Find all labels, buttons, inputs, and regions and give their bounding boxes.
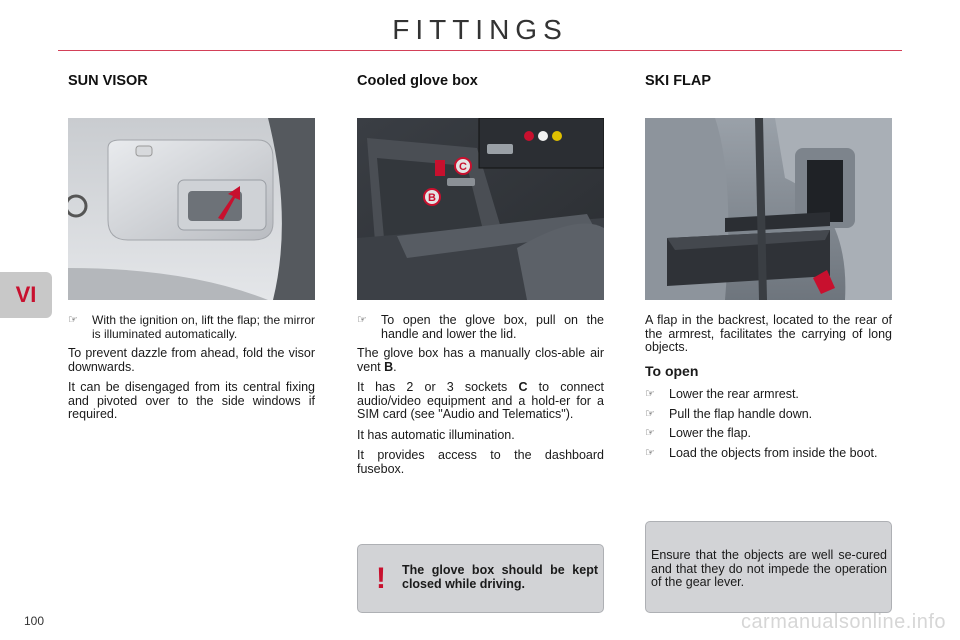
- glove-box-bullet: To open the glove box, pull on the handle and lower the lid.: [381, 313, 604, 341]
- ski-flap-step: Lower the flap.: [669, 426, 751, 440]
- ski-flap-photo: [645, 118, 892, 300]
- warning-icon: !: [376, 562, 386, 596]
- glove-box-text: [357, 314, 604, 483]
- pointing-hand-icon: ☞: [68, 314, 78, 326]
- glove-box-vent-end: .: [393, 359, 397, 374]
- callout-b: B: [428, 192, 436, 204]
- pointing-hand-icon: ☞: [645, 407, 655, 420]
- list-item: [645, 427, 892, 441]
- list-item: [645, 388, 892, 402]
- vent-label: B: [384, 359, 394, 374]
- sun-visor-text: [68, 314, 315, 429]
- sockets-label: C: [518, 380, 528, 394]
- pointing-hand-icon: ☞: [645, 446, 655, 459]
- ski-flap-heading: SKI FLAP: [645, 73, 712, 89]
- ski-flap-intro: A flap in the backrest, located to the rear of the armrest, facilitates the carrying of long objects.: [645, 313, 892, 354]
- pointing-hand-icon: ☞: [357, 314, 367, 326]
- sun-visor-bullet: With the ignition on, lift the flap; the mirror is illuminated automatically.: [92, 313, 315, 341]
- chapter-tab-label: VI: [15, 282, 37, 307]
- glove-box-sockets-end: to connect audio/video equipment and a hold-er for a SIM card (see "Audio and Telematics").: [357, 380, 604, 421]
- list-item: [645, 447, 892, 461]
- list-item: [357, 314, 604, 341]
- chapter-tab: [0, 272, 52, 318]
- glove-box-paragraph: It provides access to the dashboard fusebox.: [357, 448, 604, 476]
- list-item: [68, 314, 315, 341]
- glove-box-heading: Cooled glove box: [357, 73, 478, 89]
- sun-visor-photo: [68, 118, 315, 300]
- ski-flap-step: Lower the rear armrest.: [669, 387, 799, 401]
- ski-flap-text: [645, 314, 892, 466]
- pointing-hand-icon: ☞: [645, 388, 655, 400]
- sun-visor-heading: SUN VISOR: [68, 73, 148, 89]
- ski-flap-step: Pull the flap handle down.: [669, 406, 813, 421]
- glove-box-sockets-text: It has 2 or 3 sockets: [357, 380, 519, 394]
- page-number: 100: [24, 614, 45, 628]
- glove-box-warning-text: The glove box should be kept closed while driving.: [402, 563, 598, 591]
- list-item: [645, 408, 892, 422]
- glove-box-vent-text: The glove box has a manually clos-able air vent: [357, 346, 604, 374]
- ski-flap-step: Load the objects from inside the boot.: [669, 445, 878, 460]
- sun-visor-paragraph: To prevent dazzle from ahead, fold the visor downwards.: [68, 346, 315, 374]
- callout-c: C: [459, 161, 467, 173]
- page-title: FITTINGS: [392, 14, 568, 45]
- ski-flap-note-text: Ensure that the objects are well se-cured and that they do not impede the operation of the gear lever.: [651, 548, 887, 589]
- glove-box-paragraph: [357, 347, 604, 374]
- ski-flap-subheading: To open: [645, 362, 699, 379]
- glove-box-paragraph: It has automatic illumination.: [357, 427, 515, 442]
- watermark: carmanualsonline.info: [740, 611, 946, 633]
- glove-box-paragraph: [357, 381, 604, 422]
- glove-box-photo: [357, 118, 604, 300]
- glove-box-warning: [357, 544, 604, 613]
- sun-visor-paragraph: It can be disengaged from its central fixing and pivoted over to the side windows if required.: [68, 380, 315, 421]
- pointing-hand-icon: ☞: [645, 427, 655, 439]
- title-rule: [58, 50, 902, 51]
- ski-flap-note: [645, 521, 892, 613]
